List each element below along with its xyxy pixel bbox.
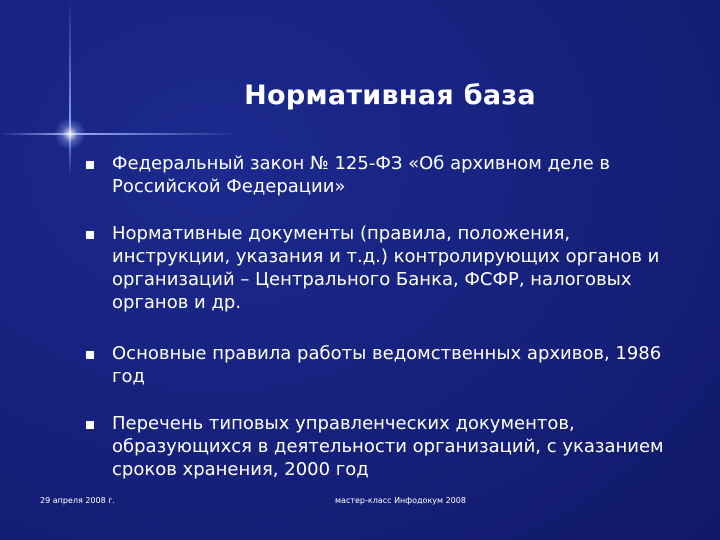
- bullet-text: [112, 152, 712, 198]
- bullet-line: сроков хранения, 2000 год: [112, 459, 369, 480]
- light-flare-horizontal: [0, 133, 240, 135]
- bullet-line: Федеральный закон № 125-ФЗ «Об архивном деле в: [112, 153, 611, 174]
- bullet-square-icon: [86, 421, 94, 429]
- footer-event: мастер-класс Инфодокум 2008: [335, 496, 466, 505]
- bullet-line: год: [112, 366, 145, 387]
- slide-title: Нормативная база: [244, 80, 536, 111]
- bullet-line: инструкции, указания и т.д.) контролирующих органов и: [112, 246, 660, 267]
- bullet-line: Основные правила работы ведомственных архивов, 1986: [112, 343, 662, 364]
- bullet-line: Нормативные документы (правила, положения,: [112, 223, 571, 244]
- bullet-line: организаций – Центрального Банка, ФСФР, налоговых: [112, 269, 632, 290]
- light-flare-glow: [54, 118, 86, 150]
- bullet-square-icon: [86, 231, 94, 239]
- bullet-text: [112, 342, 712, 388]
- bullet-text: [112, 222, 712, 314]
- bullet-square-icon: [86, 161, 94, 169]
- bullet-line: органов и др.: [112, 292, 242, 313]
- bullet-square-icon: [86, 351, 94, 359]
- bullet-text: [112, 412, 712, 481]
- footer-date: 29 апреля 2008 г.: [40, 496, 115, 505]
- bullet-line: Перечень типовых управленческих документов,: [112, 413, 575, 434]
- bullet-line: Российской Федерации»: [112, 176, 346, 197]
- bullet-line: образующихся в деятельности организаций, с указанием: [112, 436, 664, 457]
